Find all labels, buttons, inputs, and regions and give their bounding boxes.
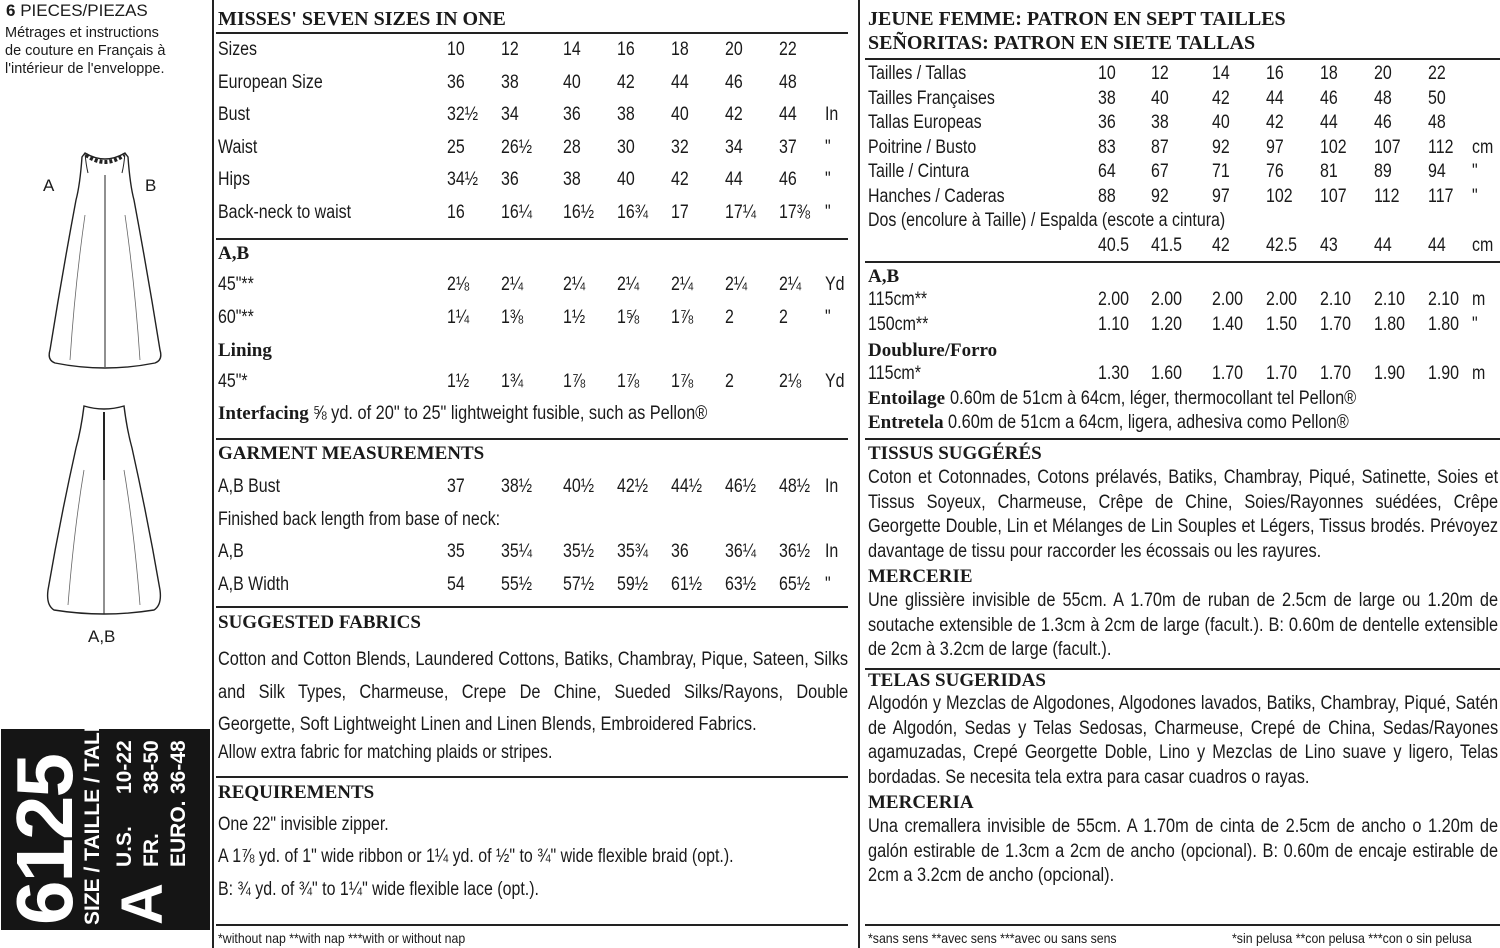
table-cell: 46½ (725, 476, 757, 497)
table-cell: 16¼ (501, 201, 533, 223)
euro-sizes: 36-48 (167, 740, 190, 794)
rule (865, 58, 1500, 60)
row-label: Waist (218, 136, 258, 158)
size-block (0, 704, 210, 930)
table-cell: 42 (1212, 87, 1230, 109)
table-cell: 2 (779, 307, 788, 328)
table-cell: 48½ (779, 476, 811, 497)
table-cell: 36 (563, 104, 581, 125)
table-cell: 40 (1212, 112, 1230, 133)
pieces-count: 6 (6, 1, 16, 20)
table-cell: 57½ (563, 573, 595, 595)
table-cell: 43 (1320, 235, 1338, 256)
table-cell: 40 (617, 169, 635, 190)
table-cell: 35½ (563, 541, 595, 562)
table-cell: 48 (779, 71, 797, 93)
table-cell: 1.20 (1151, 313, 1183, 335)
fabrics-note: Allow extra fabric for matching plaids or stripes. (218, 742, 553, 763)
table-cell: 17 (671, 201, 689, 223)
row-label: 45"** (218, 274, 254, 295)
table-cell: 42 (1266, 112, 1284, 133)
table-cell: 2¼ (779, 274, 802, 295)
row-label: Poitrine / Busto (868, 136, 977, 158)
lining-heading: Lining (218, 340, 272, 361)
spanish-title: SEÑORITAS: PATRON EN SIETE TALLAS (868, 32, 1256, 54)
table-cell: 17⅜ (779, 201, 811, 223)
table-cell: 40½ (563, 476, 595, 497)
merceria-heading: MERCERIA (868, 792, 974, 813)
table-cell: 36 (1098, 112, 1116, 133)
french-title: JEUNE FEMME: PATRON EN SEPT TAILLES (868, 8, 1286, 30)
table-cell: 1.70 (1266, 363, 1298, 384)
spanish-footnote: *sin pelusa **con pelusa ***con o sin pelusa (1232, 930, 1472, 946)
unit-cell: In (825, 104, 839, 125)
tissus-text: Coton et Cotonnades, Cotons prélavés, Batiks, Chambray, Piqué, Satinette, Soies et Tissus Soyeux, Charmeuse, Crêpe de Chine, Soies/Rayonnes suédées, Crêpe Georgette Double, Lin et Mélanges de Lin Souples et Légers, Tissus brodés. Prévoyez davantage de tissu pour raccorder les écossais ou les rayures. (868, 467, 1499, 562)
entoilage-text: 0.60m de 51cm à 64cm, léger, thermocollant tel Pellon® (949, 388, 1356, 409)
row-label: 45"* (218, 371, 248, 392)
table-cell: 18 (671, 39, 689, 60)
finished-label: Finished back length from base of neck: (218, 509, 501, 530)
entretela-line (868, 412, 1414, 434)
table-cell: 1⅝ (617, 307, 640, 328)
table-cell: 40 (563, 71, 581, 93)
unit-cell: " (1472, 161, 1478, 182)
table-cell: 40 (671, 104, 689, 125)
doublure-heading: Doublure/Forro (868, 340, 998, 361)
table-cell: 88 (1098, 185, 1116, 207)
table-cell: 1.70 (1320, 363, 1352, 384)
table-cell: 44 (1266, 87, 1284, 109)
table-cell: 87 (1151, 136, 1169, 158)
table-cell: 48 (1428, 112, 1446, 133)
table-cell: 40 (1151, 87, 1169, 109)
unit-cell: In (825, 541, 839, 562)
rule (216, 776, 848, 778)
dos-label: Dos (encolure à Taille) / Espalda (escote a cintura) (868, 210, 1226, 231)
table-cell: 38 (617, 104, 635, 125)
table-cell: 44 (1374, 235, 1392, 256)
rule (865, 261, 1500, 263)
unit-cell: cm (1472, 235, 1494, 256)
rule (216, 238, 848, 240)
dress-back-illustration (28, 400, 178, 630)
table-cell: 92 (1151, 185, 1169, 207)
table-cell: 22 (779, 39, 797, 60)
table-cell: 10 (1098, 63, 1116, 84)
table-cell: 14 (563, 39, 581, 60)
table-cell: 46 (725, 71, 743, 93)
table-cell: 36¼ (725, 541, 757, 562)
table-cell: 38 (1151, 112, 1169, 133)
entretela-text: 0.60m de 51cm a 64cm, ligera, adhesiva como Pellon® (948, 412, 1349, 433)
table-cell: 83 (1098, 136, 1116, 158)
table-cell: 42 (617, 71, 635, 93)
requirement-line: One 22" invisible zipper. (218, 814, 389, 835)
table-cell: 42.5 (1266, 235, 1298, 256)
us-sizes: 10-22 (113, 740, 136, 794)
table-cell: 107 (1374, 136, 1401, 158)
table-cell: 25 (447, 136, 465, 158)
view-label-b: B (145, 176, 157, 195)
table-cell: 38½ (501, 476, 533, 497)
table-cell: 1.90 (1428, 363, 1460, 384)
row-label: 115cm** (868, 289, 928, 310)
table-cell: 34 (501, 104, 519, 125)
table-cell: 2.10 (1374, 289, 1406, 310)
row-label: Hips (218, 169, 250, 190)
table-cell: 2 (725, 307, 734, 328)
tissus-heading: TISSUS SUGGÉRÉS (868, 443, 1042, 464)
fr-sizes: 38-50 (140, 740, 163, 794)
unit-cell: Yd (825, 371, 845, 392)
fr-label: FR. (140, 833, 163, 867)
row-label: 60"** (218, 307, 254, 328)
table-cell: 28 (563, 136, 581, 158)
rule (216, 438, 848, 440)
pieces-label: PIECES/PIEZAS (20, 1, 148, 20)
unit-cell: m (1472, 363, 1486, 384)
size-label: SIZE / TAILLE / TALLA (81, 704, 104, 925)
table-cell: 35 (447, 541, 465, 562)
requirement-line: B: ¾ yd. of ¾" to 1¼" wide flexible lace (opt.). (218, 879, 539, 900)
table-cell: 36 (447, 71, 465, 93)
table-cell: 2⅛ (779, 371, 802, 392)
table-cell: 32½ (447, 104, 479, 125)
table-cell: 37 (779, 136, 797, 158)
table-cell: 16 (1266, 63, 1284, 84)
table-cell: 30 (617, 136, 635, 158)
table-cell: 117 (1428, 185, 1454, 207)
table-cell: 38 (563, 169, 581, 190)
table-cell: 16 (617, 39, 635, 60)
entoilage-label: Entoilage (868, 388, 946, 409)
table-cell: 18 (1320, 63, 1338, 84)
table-cell: 1⅞ (671, 307, 694, 328)
row-label: A,B Bust (218, 476, 281, 497)
row-label: 150cm** (868, 313, 929, 335)
table-cell: 44 (779, 104, 797, 125)
table-cell: 17¼ (725, 201, 757, 223)
table-cell: 97 (1266, 136, 1284, 158)
row-label: Tallas Europeas (868, 112, 982, 133)
table-cell: 1½ (563, 307, 586, 328)
table-cell: 50 (1428, 87, 1446, 109)
table-cell: 10 (447, 39, 465, 60)
unit-cell: " (825, 573, 831, 595)
unit-cell: m (1472, 289, 1486, 310)
table-cell: 2.10 (1428, 289, 1460, 310)
table-cell: 35¾ (617, 541, 649, 562)
table-cell: 44½ (671, 476, 703, 497)
row-label: Bust (218, 104, 250, 125)
column-divider (212, 0, 214, 948)
table-cell: 2⅛ (447, 274, 470, 295)
table-cell: 1.50 (1266, 313, 1298, 335)
interfacing-line (218, 403, 772, 425)
table-cell: 61½ (671, 573, 703, 595)
rule (216, 924, 848, 926)
table-cell: 46 (779, 169, 797, 190)
table-cell: 107 (1320, 185, 1347, 207)
table-cell: 94 (1428, 161, 1446, 182)
table-cell: 67 (1151, 161, 1169, 182)
rule (216, 32, 848, 34)
table-cell: 102 (1266, 185, 1293, 207)
garment-heading: GARMENT MEASUREMENTS (218, 443, 485, 464)
unit-cell: " (1472, 185, 1478, 207)
table-cell: 41.5 (1151, 235, 1183, 256)
table-cell: 22 (1428, 63, 1446, 84)
table-cell: 16¾ (617, 201, 649, 223)
table-cell: 42½ (617, 476, 649, 497)
table-cell: 20 (725, 39, 743, 60)
interfacing-label: Interfacing (218, 403, 309, 424)
table-cell: 36½ (779, 541, 811, 562)
row-label: Sizes (218, 39, 258, 60)
table-cell: 2¼ (671, 274, 694, 295)
rule (865, 438, 1500, 440)
table-cell: 64 (1098, 161, 1116, 182)
unit-cell: " (825, 136, 831, 158)
table-cell: 36 (671, 541, 689, 562)
view-label-ab: A,B (88, 627, 116, 646)
table-cell: 2.10 (1320, 289, 1352, 310)
french-note-line: de couture en Français à (5, 43, 166, 59)
table-cell: 16½ (563, 201, 595, 223)
unit-cell: cm (1472, 136, 1494, 158)
table-cell: 32 (671, 136, 689, 158)
table-cell: 1.80 (1428, 313, 1460, 335)
table-cell: 112 (1428, 136, 1454, 158)
pattern-number: 6125 (0, 755, 89, 925)
table-cell: 44 (1428, 235, 1446, 256)
rule (865, 924, 1500, 926)
view-label-a: A (43, 176, 55, 195)
table-cell: 35¼ (501, 541, 533, 562)
row-label: A,B Width (218, 573, 289, 595)
table-cell: 1¾ (501, 371, 524, 392)
entoilage-line (868, 388, 1422, 410)
table-cell: 14 (1212, 63, 1230, 84)
table-cell: 2¼ (725, 274, 748, 295)
table-cell: 1.70 (1320, 313, 1352, 335)
row-label: Back-neck to waist (218, 201, 352, 223)
table-cell: 102 (1320, 136, 1347, 158)
table-cell: 38 (501, 71, 519, 93)
telas-heading: TELAS SUGERIDAS (868, 670, 1046, 691)
table-cell: 16 (447, 201, 465, 223)
table-cell: 1.80 (1374, 313, 1406, 335)
fabrics-heading: SUGGESTED FABRICS (218, 612, 421, 633)
table-cell: 42 (1212, 235, 1230, 256)
table-cell: 1⅜ (501, 307, 524, 328)
table-cell: 34½ (447, 169, 479, 190)
size-letter: A (110, 883, 175, 925)
interfacing-text: ⅝ yd. of 20" to 25" lightweight fusible, such as Pellon® (313, 403, 708, 424)
table-cell: 36 (501, 169, 519, 190)
rule (216, 606, 848, 608)
table-cell: 2.00 (1151, 289, 1183, 310)
table-cell: 59½ (617, 573, 649, 595)
table-cell: 1.40 (1212, 313, 1244, 335)
table-cell: 20 (1374, 63, 1392, 84)
table-cell: 2.00 (1266, 289, 1298, 310)
table-cell: 55½ (501, 573, 533, 595)
table-cell: 48 (1374, 87, 1392, 109)
mercerie-text: Une glissière invisible de 55cm. A 1.70m de ruban de 2.5cm de large ou 1.20m de soutache extensible de 1.3cm à 2cm de large (facult.). B: 0.60m de dentelle extensible de 2cm à 3.2cm de large (facult.). (868, 590, 1499, 660)
table-cell: 12 (501, 39, 519, 60)
table-cell: 1.10 (1098, 313, 1130, 335)
table-cell: 42 (725, 104, 743, 125)
english-title: MISSES' SEVEN SIZES IN ONE (218, 8, 506, 30)
table-cell: 92 (1212, 136, 1230, 158)
table-cell: 1.90 (1374, 363, 1406, 384)
table-cell: 2¼ (501, 274, 524, 295)
table-cell: 26½ (501, 136, 533, 158)
table-cell: 1.30 (1098, 363, 1130, 384)
table-cell: 44 (725, 169, 743, 190)
table-cell: 46 (1320, 87, 1338, 109)
french-note (5, 24, 165, 78)
table-cell: 81 (1320, 161, 1338, 182)
unit-cell: Yd (825, 274, 845, 295)
table-cell: 1¼ (447, 307, 470, 328)
french-footnote: *sans sens **avec sens ***avec ou sans sens (868, 930, 1117, 946)
unit-cell: " (825, 169, 831, 190)
table-cell: 1.70 (1212, 363, 1244, 384)
row-label: Hanches / Caderas (868, 185, 1005, 207)
table-cell: 38 (1098, 87, 1116, 109)
row-label: European Size (218, 71, 323, 93)
table-cell: 1.60 (1151, 363, 1183, 384)
unit-cell: In (825, 476, 839, 497)
requirements-heading: REQUIREMENTS (218, 782, 375, 803)
fabrics-text: Cotton and Cotton Blends, Laundered Cottons, Batiks, Chambray, Pique, Sateen, Silks and Silk Types, Charmeuse, Crepe De Chine, Sueded Silks/Rayons, Double Georgette, Soft Lightweight Linen and Linen Blends, Embroidered Fabrics. (218, 649, 849, 735)
unit-cell: " (825, 307, 831, 328)
table-cell: 65½ (779, 573, 811, 595)
table-cell: 12 (1151, 63, 1169, 84)
table-cell: 1⅞ (617, 371, 640, 392)
unit-cell: " (825, 201, 831, 223)
mercerie-heading: MERCERIE (868, 566, 973, 587)
table-cell: 54 (447, 573, 465, 595)
unit-cell: " (1472, 313, 1478, 335)
table-cell: 1⅞ (671, 371, 694, 392)
merceria-text: Una cremallera invisible de 55cm. A 1.70m de cinta de 2.5cm de ancho o 1.20m de galón estirable de 1.3cm a 2cm de ancho (opcional). B: 0.60m de encaje estirable de 2cm a 3.2cm de ancho (opcional). (868, 816, 1499, 886)
table-cell: 97 (1212, 185, 1230, 207)
table-cell: 42 (671, 169, 689, 190)
table-cell: 2 (725, 371, 734, 392)
table-cell: 76 (1266, 161, 1284, 182)
row-label: Tailles Françaises (868, 87, 995, 109)
row-label: Taille / Cintura (868, 161, 970, 182)
table-cell: 44 (671, 71, 689, 93)
table-cell: 63½ (725, 573, 757, 595)
french-note-line: Métrages et instructions (5, 25, 159, 41)
table-cell: 44 (1320, 112, 1338, 133)
table-cell: 1½ (447, 371, 470, 392)
row-label: 115cm* (868, 363, 921, 384)
intl-ab-heading: A,B (868, 266, 900, 287)
table-cell: 2¼ (563, 274, 586, 295)
table-cell: 2¼ (617, 274, 640, 295)
table-cell: 71 (1212, 161, 1230, 182)
table-cell: 46 (1374, 112, 1392, 133)
table-cell: 37 (447, 476, 465, 497)
us-label: U.S. (113, 826, 136, 867)
telas-text: Algodón y Mezclas de Algodones, Algodones lavados, Batiks, Chambray, Piqué, Satén de Algodón, Sedas y Telas Sedosas, Charmeuse, Crepé de China, Sedas/Rayones agamuzadas, Crepé Georgette Doble, Lino y Mezclas de Lino suave y ligero, Telas bordadas. Se necesita tela extra para casar cuadros o rayas. (868, 693, 1499, 788)
table-cell: 89 (1374, 161, 1392, 182)
entretela-label: Entretela (868, 412, 944, 433)
column-divider (858, 0, 860, 948)
euro-label: EURO. (167, 800, 190, 867)
table-cell: 2.00 (1098, 289, 1130, 310)
pieces-header (6, 1, 148, 21)
table-cell: 112 (1374, 185, 1400, 207)
table-cell: 2.00 (1212, 289, 1244, 310)
english-ab-heading: A,B (218, 243, 250, 264)
french-note-line: l'intérieur de l'enveloppe. (5, 61, 165, 77)
table-cell: 40.5 (1098, 235, 1130, 256)
english-footnote: *without nap **with nap ***with or without nap (218, 930, 466, 946)
requirement-line: A 1⅞ yd. of 1" wide ribbon or 1¼ yd. of ½" to ¾" wide flexible braid (opt.). (218, 846, 734, 867)
table-cell: 34 (725, 136, 743, 158)
row-label: Tailles / Tallas (868, 63, 967, 84)
table-cell: 1⅞ (563, 371, 586, 392)
row-label: A,B (218, 541, 244, 562)
